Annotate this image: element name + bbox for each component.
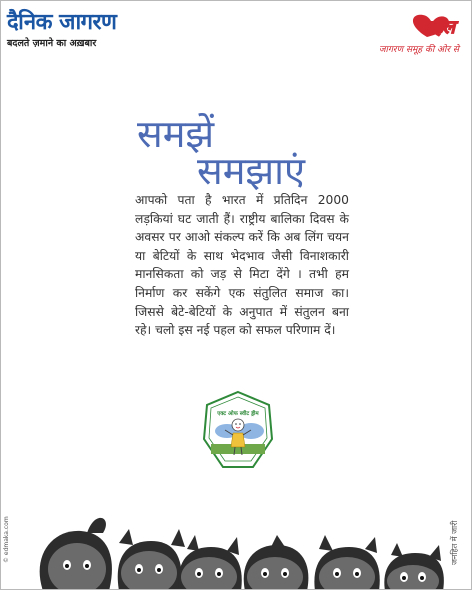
badge-text: एक्ट ओफ स्वीट ड्रीम (217, 411, 259, 417)
campaign-tagline: जागरण समूह की ओर से (378, 45, 459, 55)
children-illustration (1, 499, 471, 590)
campaign-logo (369, 11, 459, 55)
masthead-title: दैनिक जागरण (7, 10, 117, 35)
headline-line-1: समझें (137, 112, 215, 156)
campaign-badge (201, 389, 275, 473)
headline-line-2: समझाएं (197, 149, 305, 193)
masthead (7, 11, 116, 49)
girl-child-icon (201, 389, 275, 473)
public-interest-note: जनहित में जारी (450, 520, 459, 565)
body-text: आपको पता है भारत में प्रतिदिन 2000 लड़कियां घट जाती हैं। राष्ट्रीय बालिका दिवस के अवसर पर आओ संकल्प करें कि अब लिंग चयन या बेटियों के साथ भेदभाव जैसी विनाशकारी मानसिकता को जड़ से मिटा देंगे । तभी हम निर्माण कर सकेंगे एक संतुलित समाज का। जिससे बेटे-बेटियों के अनुपात में संतुलन बना रहे। चलो इस नई पहल को सफल परिणाम दें। (135, 193, 349, 338)
campaign-logo-text: पहल (423, 17, 455, 38)
credit-website: © edmaka.com (3, 516, 10, 563)
masthead-tagline: बदलते ज़माने का अख़बार (7, 38, 97, 49)
body-paragraph (135, 191, 349, 340)
